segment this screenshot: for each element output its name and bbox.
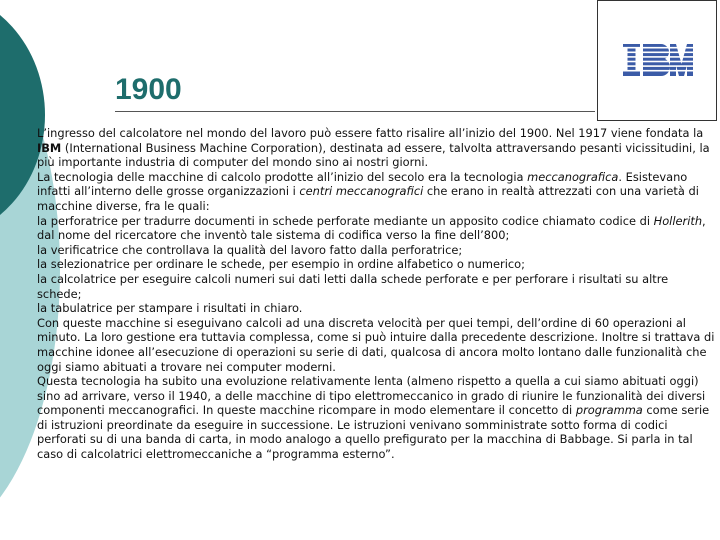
bold-text: IBM (37, 140, 62, 155)
body-paragraph (37, 243, 715, 258)
text-run: , dal nome del ricercatore che inventò tale sistema di codifica verso la fine dell’800; (37, 213, 706, 243)
text-run: la verificatrice che controllava la qualità del lavoro fatto dalla perforatrice; (37, 242, 463, 257)
text-run: La tecnologia delle macchine di calcolo prodotte all’inizio del secolo era la tecnologia (37, 169, 528, 184)
body-paragraph (37, 301, 715, 316)
text-run: come serie di istruzioni preordinate da eseguire in successione. Le istruzioni venivano somministrate sotto forma di codici perforati su di una banda di carta, in modo analogo a quello prefigurato per la macchina di Babbage. Si parla in tal caso di calcolatrici elettromeccaniche a “programma esterno”. (37, 403, 710, 462)
body-paragraph (37, 374, 715, 462)
text-run: Questa tecnologia ha subito una evoluzione relativamente lenta (almeno rispetto a quella a cui siamo abituati oggi) sino ad arrivare, verso il 1940, a delle macchine di tipo elettromeccanico in grado di riunire le funzionalità dei diversi componenti meccanografici. In queste macchine ricompare in modo elementare il concetto di (37, 374, 706, 418)
body-paragraph (37, 126, 715, 170)
ibm-logo-icon (623, 44, 693, 76)
text-run: la selezionatrice per ordinare le schede, per esempio in ordine alfabetico o numerico; (37, 257, 525, 272)
body-paragraph (37, 272, 715, 301)
text-run: la tabulatrice per stampare i risultati in chiaro. (37, 301, 303, 316)
body-text (37, 126, 715, 462)
text-run: la perforatrice per tradurre documenti in schede perforate mediante un apposito codice chiamato codice di (37, 213, 654, 228)
text-run: L’ingresso del calcolatore nel mondo del lavoro può essere fatto risalire all’inizio del 1900. Nel 1917 viene fondata la (37, 126, 704, 140)
body-paragraph (37, 170, 715, 214)
slide-title: 1900 (115, 73, 182, 106)
text-run: che erano in realtà attrezzati con una varietà di macchine diverse, fra le quali: (37, 184, 699, 213)
text-run: . Esistevano infatti all’interno delle grosse organizzazioni i (37, 169, 688, 199)
text-run: Con queste macchine si eseguivano calcoli ad una discreta velocità per quei tempi, dell’ordine di 60 operazioni al minuto. La loro gestione era tuttavia complessa, come si può intuire dalla precedente descrizione. Inoltre si trattava di macchine idonee all’esecuzione di operazioni su serie di dati, qualcosa di ancora molto lontano dalle funzionalità che oggi siamo abituati a trovare nei computer moderni. (37, 315, 715, 374)
italic-text: Hollerith (653, 213, 703, 228)
body-paragraph (37, 214, 715, 243)
italic-text: centri meccanografici (299, 184, 424, 199)
text-run: la calcolatrice per eseguire calcoli numeri sui dati letti dalla schede perforate e per perforare i risultati su altre schede; (37, 271, 669, 301)
logo-frame (597, 0, 717, 121)
text-run: (International Business Machine Corporation), destinata ad essere, talvolta attraversando pesanti vicissitudini, la più importante industria di computer del mondo sino ai nostri giorni. (37, 140, 710, 170)
title-underline (115, 111, 595, 112)
italic-text: meccanografica (527, 169, 619, 184)
body-paragraph (37, 316, 715, 374)
italic-text: programma (575, 403, 643, 418)
body-paragraph (37, 257, 715, 272)
